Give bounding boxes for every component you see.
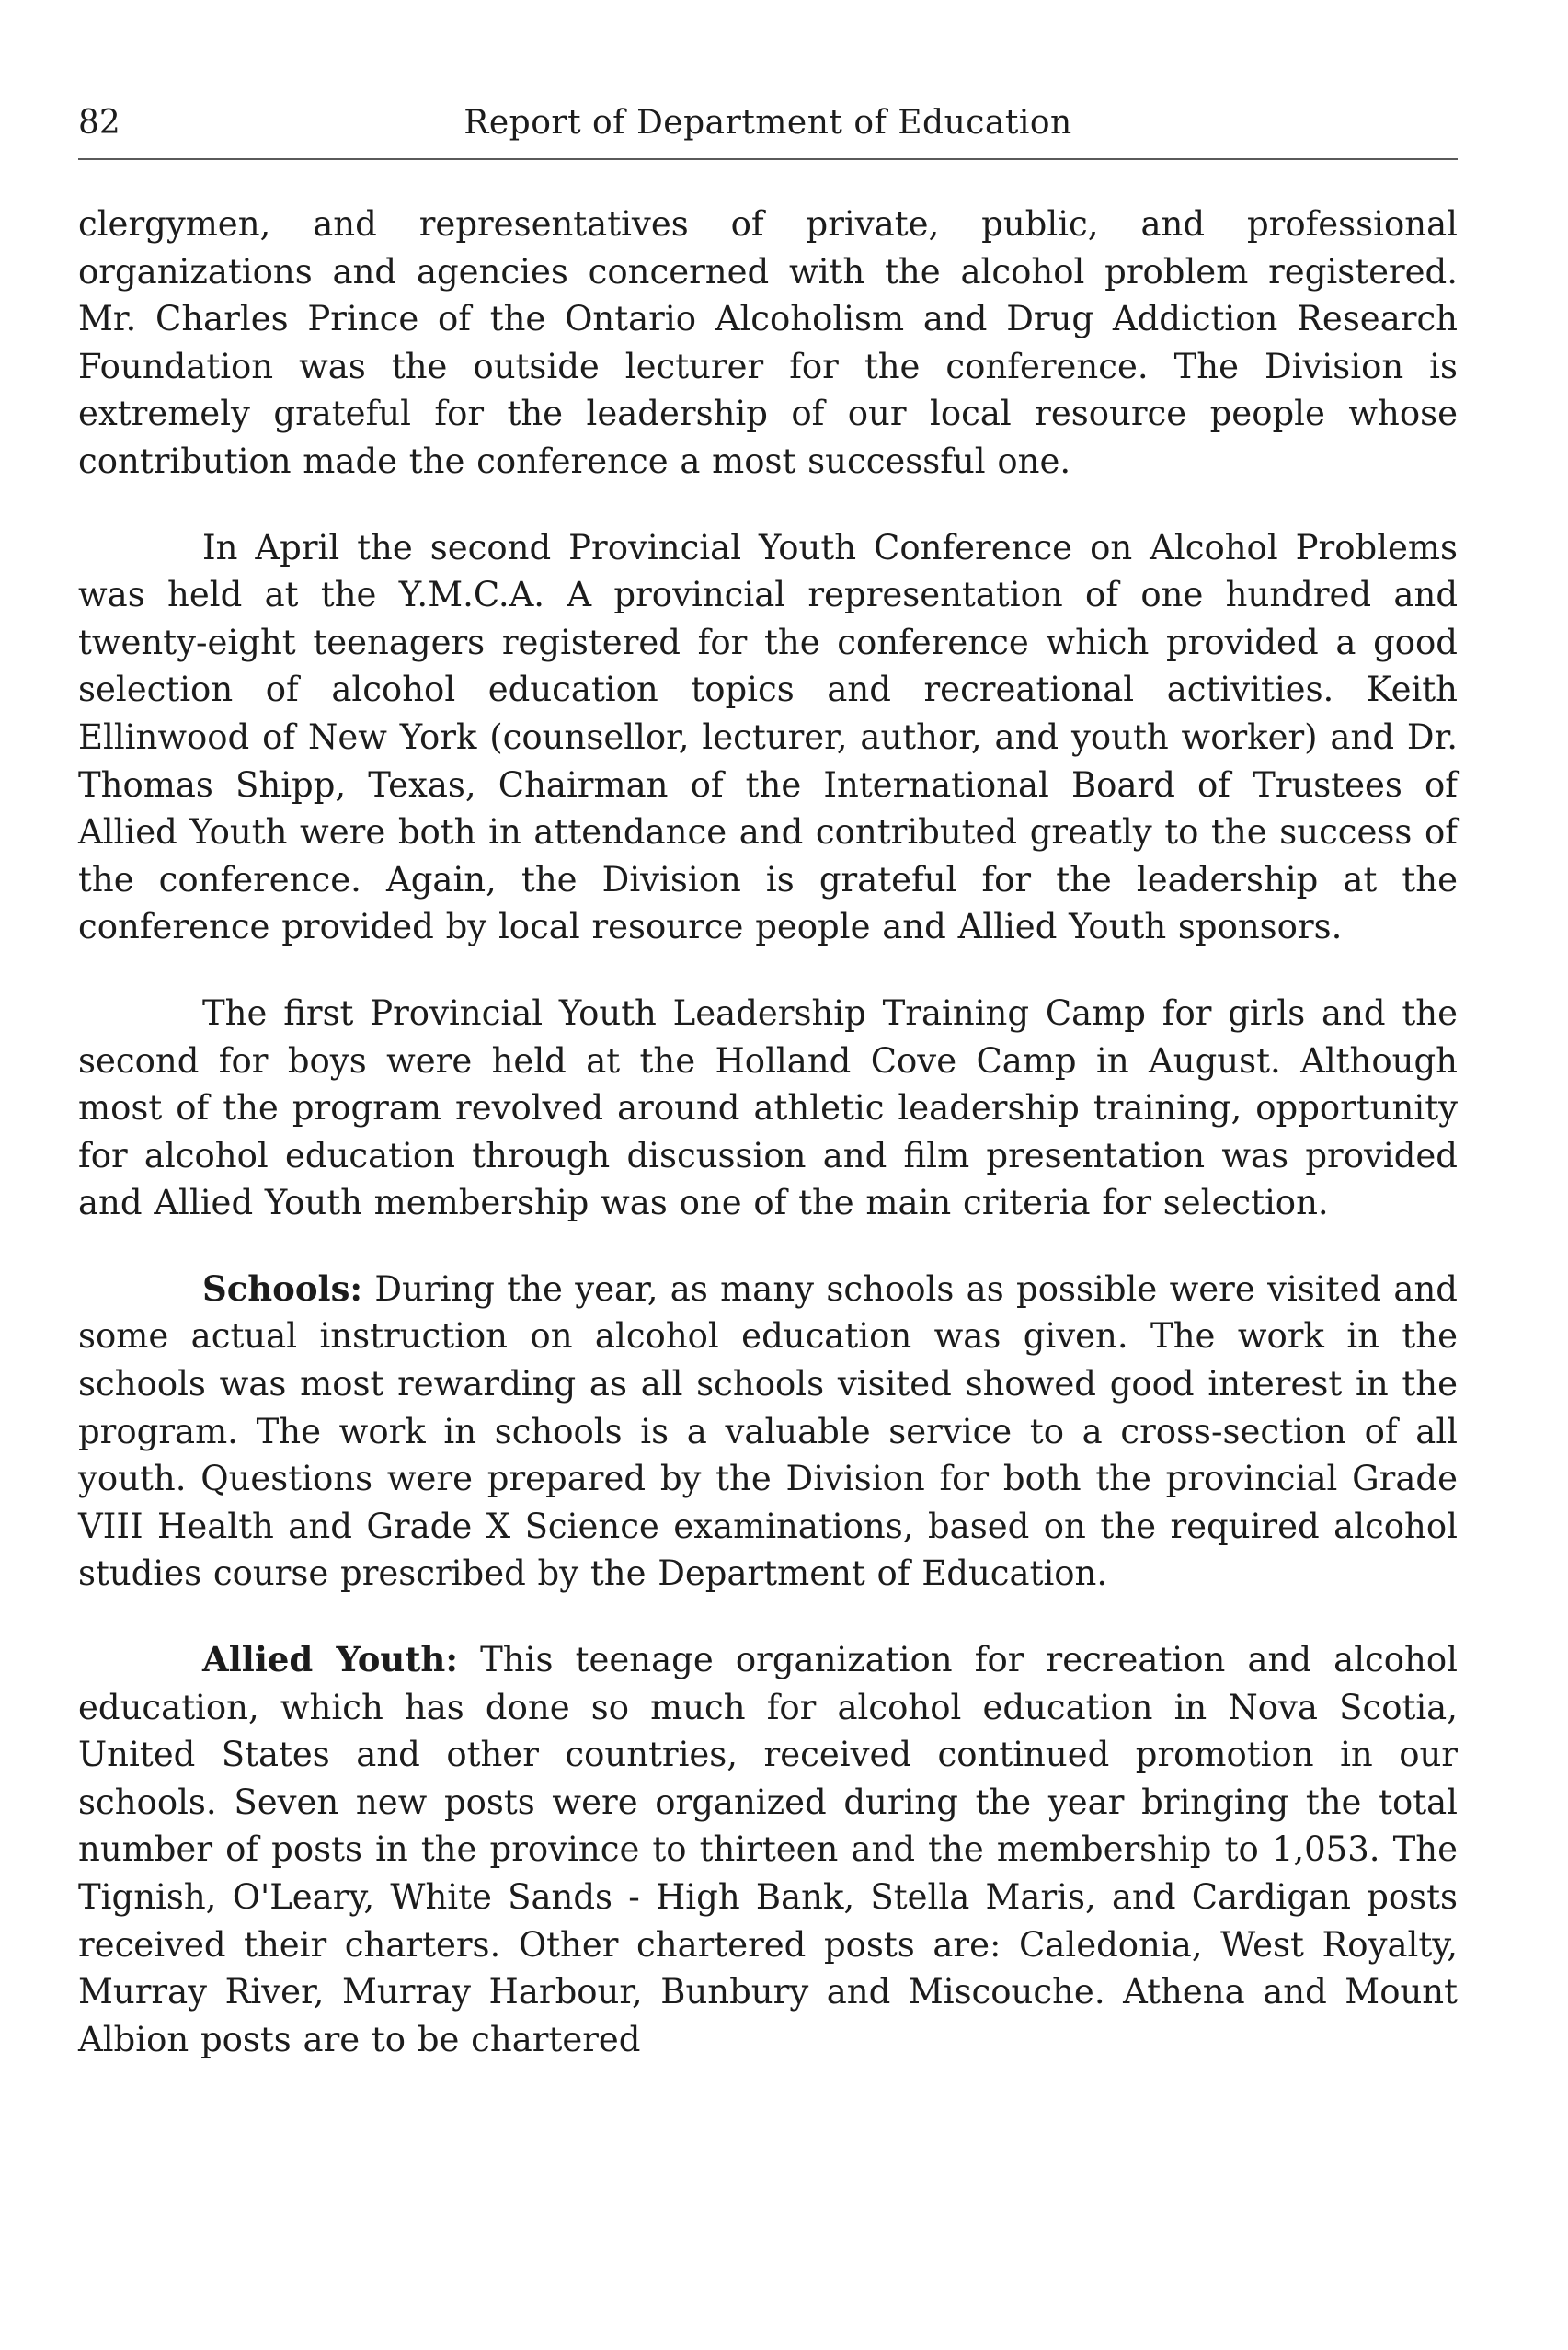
paragraph-schools [78, 1266, 1458, 1598]
header-rule [78, 158, 1458, 160]
section-lead-allied-youth: Allied Youth: [202, 1639, 458, 1680]
paragraph-text: In April the second Provincial Youth Conference on Alcohol Problems was held at the Y.M.C.A. A provincial representation of one hundred and twenty-eight teenagers registered for the conference which provided a good selection of alcohol education topics and recreational activities. Keith Ellinwood of New York (counsellor, lecturer, author, and youth worker) and Dr. Thomas Shipp, Texas, Chairman of the International Board of Trustees of Allied Youth were both in attendance and contributed greatly to the success of the conference. Again, the Division is grateful for the leadership at the conference provided by local resource people and Allied Youth sponsors. [78, 527, 1458, 947]
section-lead-schools: Schools: [202, 1267, 363, 1309]
paragraph-text: clergymen, and representatives of private, public, and professional organizations and agencies concerned with the alcohol problem registered. Mr. Charles Prince of the Ontario Alcoholism and Drug Addiction Research Foundation was the outside lecturer for the conference. The Division is extremely grateful for the leadership of our local resource people whose contribution made the conference a most successful one. [78, 204, 1458, 481]
page-header [78, 101, 1458, 156]
running-title: Report of Department of Education [464, 104, 1072, 142]
paragraph-allied-youth [78, 1636, 1458, 2063]
paragraph-text: During the year, as many schools as possible were visited and some actual instruction on alcohol education was given. The work in the schools was most rewarding as all schools visited showed good interest in the program. The work in schools is a valuable service to a cross-section of all youth. Questions were prepared by the Division for both the provincial Grade VIII Health and Grade X Science examinations, based on the required alcohol studies course prescribed by the Department of Education. [78, 1268, 1458, 1594]
paragraph-text: The first Provincial Youth Leadership Training Camp for girls and the second for boys were held at the Holland Cove Camp in August. Although most of the program revolved around athletic leadership training, opportunity for alcohol education through discussion and film presentation was provided and Allied Youth membership was one of the main criteria for selection. [78, 992, 1458, 1223]
body-text [78, 201, 1458, 2102]
page-number: 82 [78, 104, 120, 142]
paragraph-conference-continued [78, 201, 1458, 486]
paragraph-youth-conference [78, 524, 1458, 951]
paragraph-leadership-camp [78, 990, 1458, 1227]
paragraph-text: This teenage organization for recreation and alcohol education, which has done so much for alcohol education in Nova Scotia, United States and other countries, received continued promotion in our schools. Seven new posts were organized during the year bringing the total number of posts in the province to thirteen and the membership to 1,053. The Tignish, O'Leary, White Sands - High Bank, Stella Maris, and Cardigan posts received their charters. Other chartered posts are: Caledonia, West Royalty, Murray River, Murray Harbour, Bunbury and Miscouche. Athena and Mount Albion posts are to be chartered [78, 1640, 1458, 2059]
